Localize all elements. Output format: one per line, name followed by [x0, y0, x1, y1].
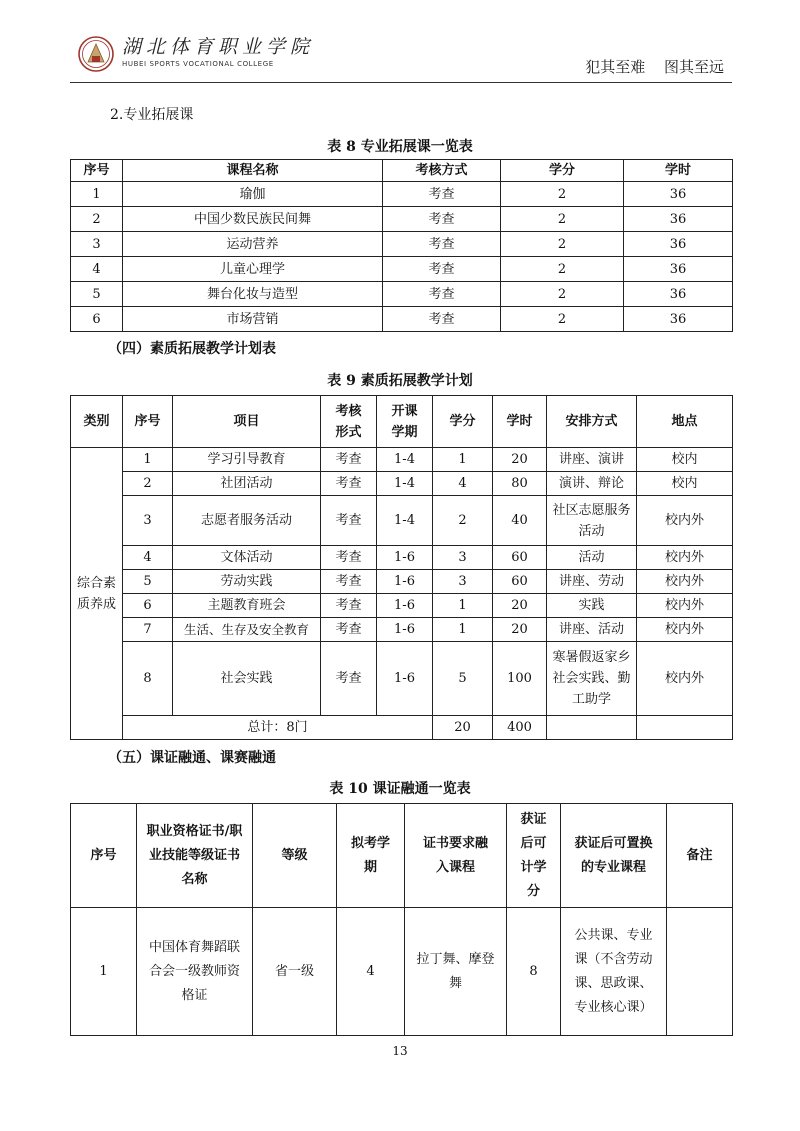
table-row [71, 257, 733, 282]
table-cell: 80 [493, 472, 547, 496]
table-cell: 5 [433, 642, 493, 716]
table-cell: 2 [501, 232, 624, 257]
table-cell: 考查 [321, 546, 377, 570]
table-row [71, 908, 733, 1036]
table-row [71, 546, 733, 570]
college-motto: 犯其至难 图其至远 [585, 58, 724, 76]
table-row [71, 618, 733, 642]
table-row [71, 496, 733, 546]
table-cell: 3 [71, 232, 123, 257]
table-8 [70, 159, 733, 332]
table-header-row [71, 396, 733, 448]
table-cell: 校内外 [637, 496, 733, 546]
section-5-title: （五）课证融通、课赛融通 [108, 750, 276, 766]
table-cell: 校内 [637, 472, 733, 496]
table-cell: 舞台化妆与造型 [123, 282, 383, 307]
table-cell: 讲座、劳动 [547, 570, 637, 594]
header-cell: 类别 [71, 396, 123, 448]
table-cell: 考查 [321, 594, 377, 618]
table-cell: 1 [123, 448, 173, 472]
table-cell: 1-6 [377, 546, 433, 570]
total-credit: 20 [433, 716, 493, 740]
table-cell: 40 [493, 496, 547, 546]
table-cell: 考查 [321, 642, 377, 716]
table-cell: 考查 [383, 282, 501, 307]
table-cell: 60 [493, 546, 547, 570]
header-cell: 序号 [71, 804, 137, 908]
header-cell: 学分 [433, 396, 493, 448]
header-cell: 备注 [667, 804, 733, 908]
table-cell: 100 [493, 642, 547, 716]
table-cell: 6 [123, 594, 173, 618]
table-cell: 公共课、专业课（不含劳动课、思政课、专业核心课） [561, 908, 667, 1036]
table-row [71, 570, 733, 594]
table-cell: 校内外 [637, 546, 733, 570]
table-cell: 2 [501, 307, 624, 332]
table-cell: 36 [624, 207, 733, 232]
table-cell [667, 908, 733, 1036]
table-cell: 考查 [383, 307, 501, 332]
header-cell: 考核方式 [383, 160, 501, 182]
table-cell: 劳动实践 [173, 570, 321, 594]
table-cell: 省一级 [253, 908, 337, 1036]
total-row [71, 716, 733, 740]
table-cell: 寒暑假返家乡社会实践、勤工助学 [547, 642, 637, 716]
table-cell: 20 [493, 448, 547, 472]
table-row [71, 282, 733, 307]
table-cell: 考查 [321, 618, 377, 642]
header-cell: 序号 [123, 396, 173, 448]
header-cell: 证书要求融入课程 [405, 804, 507, 908]
table-cell: 运动营养 [123, 232, 383, 257]
table-cell: 社会实践 [173, 642, 321, 716]
table-cell: 社团活动 [173, 472, 321, 496]
section-2-title: 2.专业拓展课 [110, 107, 194, 123]
total-label: 总计：8门 [123, 716, 433, 740]
table-cell: 1 [71, 908, 137, 1036]
table-cell: 2 [501, 257, 624, 282]
table-cell: 1-4 [377, 448, 433, 472]
college-name-cn: 湖北体育职业学院 [122, 36, 315, 58]
table-cell: 2 [501, 282, 624, 307]
table-cell: 生活、生存及安全教育 [173, 618, 321, 642]
table-row [71, 472, 733, 496]
table-cell: 考查 [321, 448, 377, 472]
table-row [71, 594, 733, 618]
table-cell: 6 [71, 307, 123, 332]
table-cell: 实践 [547, 594, 637, 618]
table-cell: 瑜伽 [123, 182, 383, 207]
table-cell: 20 [493, 594, 547, 618]
table-cell: 考查 [383, 182, 501, 207]
table-cell: 主题教育班会 [173, 594, 321, 618]
table-cell: 3 [433, 546, 493, 570]
table-cell [547, 716, 637, 740]
table-cell: 1 [433, 594, 493, 618]
header-cell: 学分 [501, 160, 624, 182]
table-cell: 活动 [547, 546, 637, 570]
table-cell: 儿童心理学 [123, 257, 383, 282]
table-cell: 1 [71, 182, 123, 207]
table-10-caption: 表 10 课证融通一览表 [329, 781, 471, 797]
header-cell: 学时 [624, 160, 733, 182]
college-logo-text [122, 36, 314, 68]
table-cell: 1 [433, 618, 493, 642]
table-cell: 文体活动 [173, 546, 321, 570]
header-cell: 拟考学期 [337, 804, 405, 908]
category-cell: 综合素质养成 [71, 448, 123, 740]
table-cell: 1-6 [377, 570, 433, 594]
table-cell: 4 [337, 908, 405, 1036]
table-header-row [71, 160, 733, 182]
table-cell: 1-4 [377, 496, 433, 546]
table-cell: 拉丁舞、摩登舞 [405, 908, 507, 1036]
table-cell: 36 [624, 282, 733, 307]
header-cell: 等级 [253, 804, 337, 908]
header-cell: 序号 [71, 160, 123, 182]
table-cell: 1-6 [377, 618, 433, 642]
table-9-caption: 表 9 素质拓展教学计划 [327, 373, 473, 389]
table-cell: 学习引导教育 [173, 448, 321, 472]
table-header-row [71, 804, 733, 908]
table-cell: 社区志愿服务活动 [547, 496, 637, 546]
table-cell: 1-6 [377, 642, 433, 716]
table-cell: 36 [624, 232, 733, 257]
table-cell: 1-4 [377, 472, 433, 496]
table-cell: 2 [71, 207, 123, 232]
page-number: 13 [392, 1044, 408, 1058]
table-cell: 1 [433, 448, 493, 472]
table-cell: 2 [123, 472, 173, 496]
table-cell: 2 [433, 496, 493, 546]
table-row [71, 232, 733, 257]
table-cell: 校内外 [637, 642, 733, 716]
table-cell: 5 [71, 282, 123, 307]
page-header [70, 34, 732, 83]
table-cell: 8 [123, 642, 173, 716]
table-cell: 4 [123, 546, 173, 570]
table-cell: 考查 [321, 472, 377, 496]
table-row [71, 307, 733, 332]
table-cell: 36 [624, 182, 733, 207]
table-cell: 考查 [321, 570, 377, 594]
table-cell [637, 716, 733, 740]
table-row [71, 448, 733, 472]
table-cell: 考查 [383, 257, 501, 282]
header-cell: 地点 [637, 396, 733, 448]
table-cell: 市场营销 [123, 307, 383, 332]
table-row [71, 207, 733, 232]
table-cell: 5 [123, 570, 173, 594]
header-cell: 开课学期 [377, 396, 433, 448]
table-cell: 演讲、辩论 [547, 472, 637, 496]
header-cell: 获证后可计学分 [507, 804, 561, 908]
table-cell: 考查 [383, 207, 501, 232]
table-cell: 36 [624, 257, 733, 282]
table-cell: 讲座、演讲 [547, 448, 637, 472]
table-cell: 3 [433, 570, 493, 594]
table-cell: 4 [433, 472, 493, 496]
table-cell: 志愿者服务活动 [173, 496, 321, 546]
table-cell: 讲座、活动 [547, 618, 637, 642]
table-cell: 校内外 [637, 618, 733, 642]
table-cell: 校内外 [637, 570, 733, 594]
table-cell: 1-6 [377, 594, 433, 618]
table-cell: 60 [493, 570, 547, 594]
table-cell: 20 [493, 618, 547, 642]
table-cell: 考查 [383, 232, 501, 257]
college-emblem-icon [78, 36, 114, 72]
header-cell: 课程名称 [123, 160, 383, 182]
header-cell: 考核形式 [321, 396, 377, 448]
table-cell: 3 [123, 496, 173, 546]
table-cell: 36 [624, 307, 733, 332]
table-8-caption: 表 8 专业拓展课一览表 [327, 139, 473, 155]
table-cell: 7 [123, 618, 173, 642]
header-cell: 学时 [493, 396, 547, 448]
college-name-en: HUBEI SPORTS VOCATIONAL COLLEGE [122, 60, 274, 68]
total-hours: 400 [493, 716, 547, 740]
table-cell: 2 [501, 207, 624, 232]
table-cell: 校内 [637, 448, 733, 472]
table-9 [70, 395, 733, 740]
table-cell: 中国少数民族民间舞 [123, 207, 383, 232]
header-cell: 安排方式 [547, 396, 637, 448]
table-10 [70, 803, 733, 1036]
table-row [71, 642, 733, 716]
header-cell: 职业资格证书/职业技能等级证书名称 [137, 804, 253, 908]
table-cell: 4 [71, 257, 123, 282]
table-row [71, 182, 733, 207]
table-cell: 考查 [321, 496, 377, 546]
header-cell: 获证后可置换的专业课程 [561, 804, 667, 908]
table-cell: 8 [507, 908, 561, 1036]
header-cell: 项目 [173, 396, 321, 448]
section-4-title: （四）素质拓展教学计划表 [108, 341, 276, 357]
table-cell: 2 [501, 182, 624, 207]
table-cell: 校内外 [637, 594, 733, 618]
table-cell: 中国体育舞蹈联合会一级教师资格证 [137, 908, 253, 1036]
